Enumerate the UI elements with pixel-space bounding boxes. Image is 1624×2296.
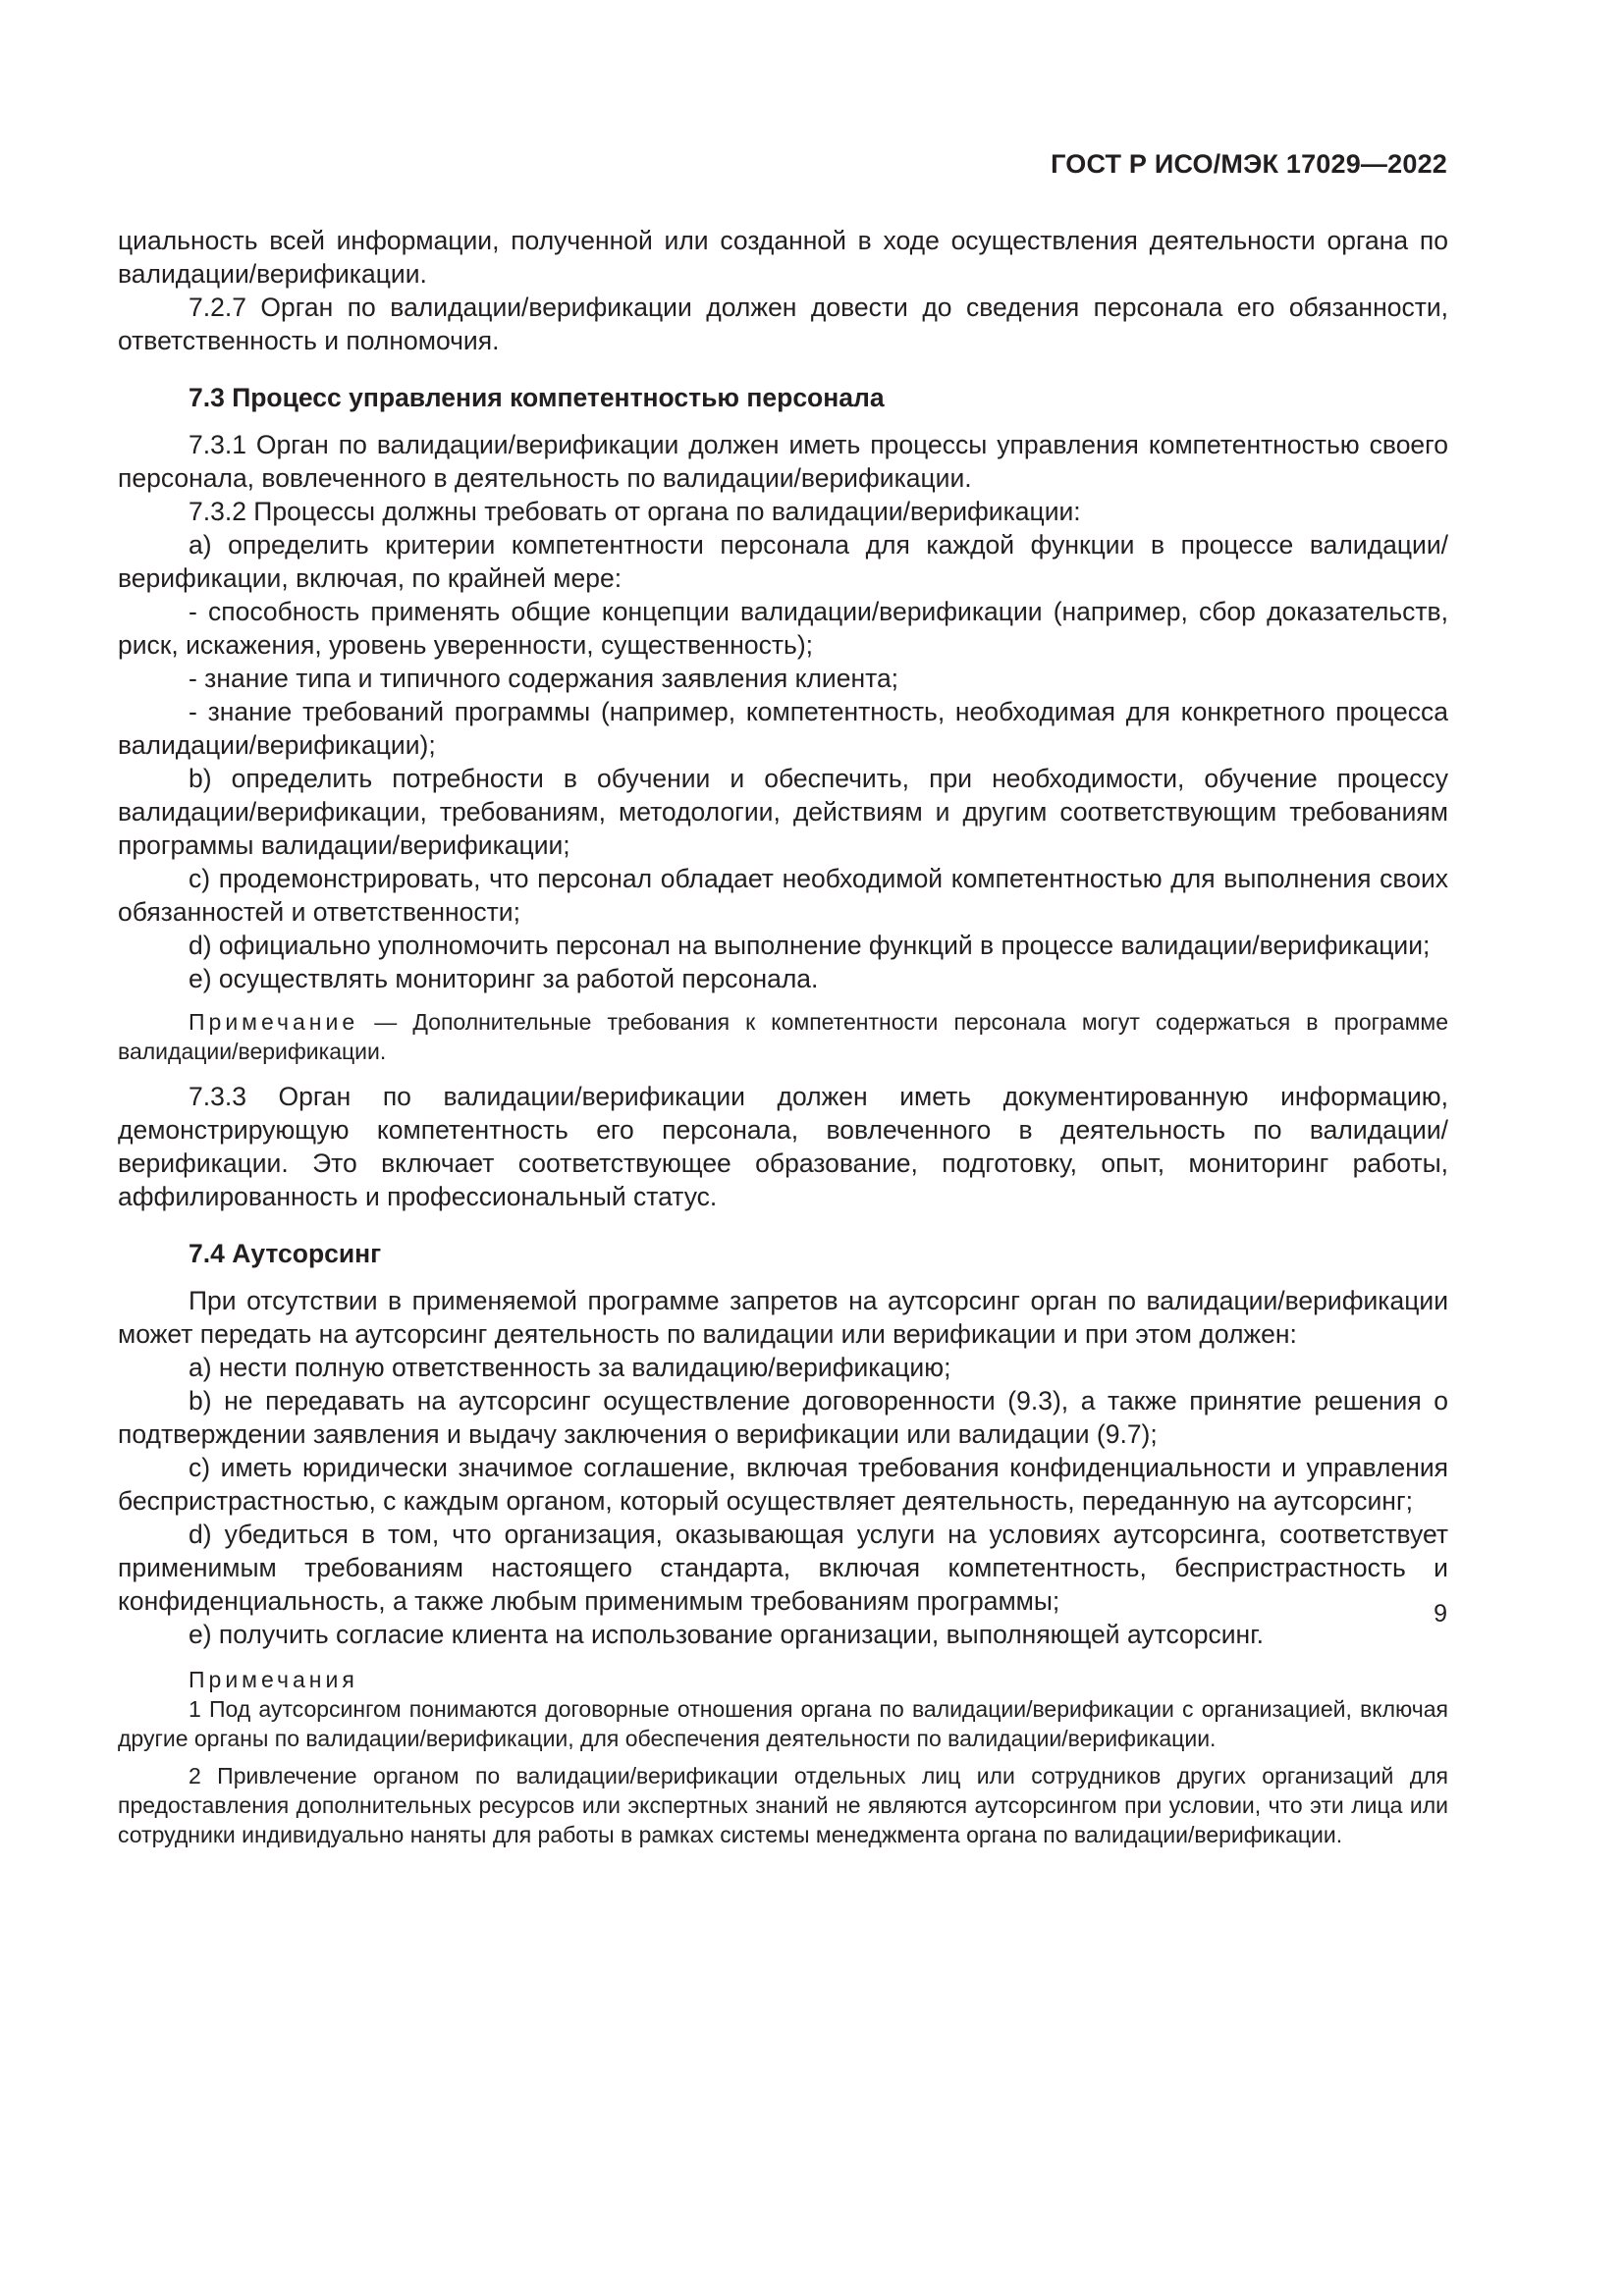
note-label: Примечание [189,1009,359,1035]
note-7-3-2 [118,1007,1448,1066]
notes-label: Примечания [189,1667,358,1692]
outsourcing-item-d: d) убедиться в том, что организация, оказывающая услуги на условиях аутсорсинга, соответствует применимым требованиям настоящего стандарта, включая компетентность, беспристрастность и конфиденциальность, а также любым применимым требованиям программы; [118,1520,1448,1616]
outsourcing-item-e: e) получить согласие клиента на использование организации, выполняющей аутсорсинг. [189,1620,1264,1649]
outsourcing-item-a: a) нести полную ответственность за валидацию/верификацию; [189,1353,951,1382]
clause-7-3-2: 7.3.2 Процессы должны требовать от органа по валидации/верификации: [189,497,1081,526]
note-1: 1 Под аутсорсингом понимаются договорные отношения органа по валидации/верификации с организацией, включая другие органы по валидации/верификации, для обеспечения деятельности по валидации/верификации. [118,1696,1448,1751]
clause-7-2-7: 7.2.7 Орган по валидации/верификации должен довести до сведения персонала его обязанности, ответственность и полномочия. [118,293,1448,355]
section-heading-7-3: 7.3 Процесс управления компетентностью персонала [189,383,885,412]
list-item-c: c) продемонстрировать, что персонал обладает необходимой компетентностью для выполнения своих обязанностей и ответственности; [118,864,1448,927]
dash-item-2: - знание типа и типичного содержания заявления клиента; [189,664,899,693]
paragraph-continuation: циальность всей информации, полученной или созданной в ходе осуществления деятельности органа по валидации/верификации. [118,226,1448,289]
document-header: ГОСТ Р ИСО/МЭК 17029—2022 [1051,149,1447,179]
list-item-e: e) осуществлять мониторинг за работой персонала. [189,964,819,993]
dash-item-1: - способность применять общие концепции валидации/верификации (например, сбор доказательств, риск, искажения, уровень уверенности, существенность); [118,597,1448,660]
note-2: 2 Привлечение органом по валидации/верификации отдельных лиц или сотрудников других организаций для предоставления дополнительных ресурсов или экспертных знаний не являются аутсорсингом при условии, что эти лица или сотрудники индивидуально наняты для работы в рамках системы менеджмента органа по валидации/верификации. [118,1763,1448,1847]
outsourcing-item-b: b) не передавать на аутсорсинг осуществление договоренности (9.3), а также принятие решения о подтверждении заявления и выдачу заключения о верификации или валидации (9.7); [118,1386,1448,1449]
outsourcing-item-c: c) иметь юридически значимое соглашение, включая требования конфиденциальности и управления беспристрастностью, с каждым органом, который осуществляет деятельность, переданную на аутсорсинг; [118,1453,1448,1516]
dash-item-3: - знание требований программы (например, компетентность, необходимая для конкретного процесса валидации/верификации); [118,697,1448,760]
clause-7-3-3: 7.3.3 Орган по валидации/верификации должен иметь документированную информацию, демонстрирующую компетентность его персонала, вовлеченного в деятельность по валидации/верификации. Это включает соответствующее образование, подготовку, опыт, мониторинг работы, аффилированность и профессиональный статус. [118,1082,1448,1211]
clause-7-3-1: 7.3.1 Орган по валидации/верификации должен иметь процессы управления компетентностью своего персонала, вовлеченного в деятельность по валидации/верификации. [118,430,1448,493]
document-body [118,224,1448,1849]
list-item-d: d) официально уполномочить персонал на выполнение функций в процессе валидации/верификации; [189,931,1431,960]
list-item-a: a) определить критерии компетентности персонала для каждой функции в процессе валидации/верификации, включая, по крайней мере: [118,530,1448,593]
section-heading-7-4: 7.4 Аутсорсинг [189,1239,382,1268]
list-item-b: b) определить потребности в обучении и обеспечить, при необходимости, обучение процессу валидации/верификации, требованиям, методологии, действиям и другим соответствующим требованиям программы валидации/верификации; [118,764,1448,860]
page-number: 9 [1434,1600,1447,1628]
note-text: — Дополнительные требования к компетентности персонала могут содержаться в программе валидации/верификации. [118,1009,1448,1064]
outsourcing-intro: При отсутствии в применяемой программе запретов на аутсорсинг орган по валидации/верификации может передать на аутсорсинг деятельность по валидации или верификации и при этом должен: [118,1286,1448,1349]
